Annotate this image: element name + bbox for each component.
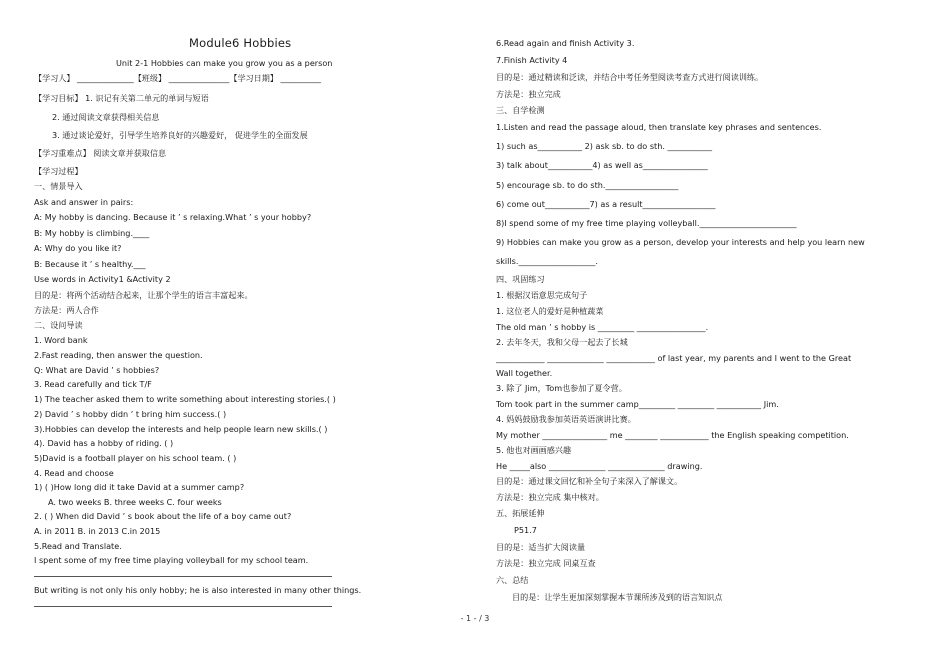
- text-line: A: My hobby is dancing. Because it ’ s relaxing.What ’ s your hobby?: [34, 212, 312, 222]
- text-line: Wall together.: [496, 368, 553, 378]
- text-line: 3).Hobbies can develop the interests and help people learn new skills.( ): [34, 424, 328, 434]
- text-line: 3. 除了 Jim，Tom也参加了夏令营。: [496, 383, 627, 393]
- text-line: 5)David is a football player on his school team. ( ): [34, 453, 237, 463]
- text-line: ____________ ______________ ____________ of last year, my parents and I went to the Great: [496, 353, 852, 363]
- text-line: 1. Word bank: [34, 335, 88, 345]
- text-line: He _____also ______________ ______________ drawing.: [496, 461, 703, 471]
- text-line: 【学习重难点】 阅读文章并获取信息: [34, 148, 167, 158]
- text-line: B: Because it ’ s healthy.___: [34, 259, 146, 269]
- text-line: Unit 2-1 Hobbies can make you grow you as a person: [116, 58, 333, 68]
- text-line: I spent some of my free time playing volleyball for my school team.: [34, 555, 309, 565]
- text-line: Tom took part in the summer camp_________ _________ ___________ Jim.: [496, 399, 779, 409]
- text-line: A: Why do you like it?: [34, 243, 122, 253]
- text-line: 1. 这位老人的爱好是种植蔬菜: [496, 306, 604, 316]
- text-line: 1) such as___________ 2) ask sb. to do sth. ___________: [496, 141, 713, 151]
- text-line: 五、拓展延伸: [496, 508, 545, 518]
- text-line: 四、巩固练习: [496, 274, 545, 284]
- answer-line-2: [34, 606, 332, 607]
- text-line: 目的是：通过课文回忆和补全句子来深入了解课文。: [496, 476, 683, 486]
- text-line: skills.___________________.: [496, 256, 598, 266]
- text-line: 【学习目标】 1. 识记有关第二单元的单词与短语: [34, 93, 209, 103]
- text-line: 4. 妈妈鼓励我参加英语英语演讲比赛。: [496, 414, 636, 424]
- text-line: 5.Read and Translate.: [34, 541, 122, 551]
- text-line: 2. ( ) When did David ’ s book about the life of a boy came out?: [34, 511, 292, 521]
- text-line: 方法是：独立完成 集中核对。: [496, 492, 604, 502]
- text-line: 4). David has a hobby of riding. ( ): [34, 438, 174, 448]
- text-line: Ask and answer in pairs:: [34, 197, 134, 207]
- text-line: 六、总结: [496, 575, 529, 585]
- text-line: But writing is not only his only hobby; he is also interested in many other things.: [34, 585, 362, 595]
- text-line: 目的是：将两个活动结合起来，让那个学生的语言丰富起来。: [34, 290, 253, 300]
- text-line: 一、情景导入: [34, 181, 83, 191]
- text-line: P51.7: [514, 525, 537, 535]
- text-line: Q: What are David ’ s hobbies?: [34, 365, 160, 375]
- text-line: 方法是：独立完成: [496, 89, 561, 99]
- text-line: 方法是：两人合作: [34, 305, 99, 315]
- text-line: 5) encourage sb. to do sth.__________________: [496, 180, 679, 190]
- text-line: 3) talk about___________4) as well as________________: [496, 160, 708, 170]
- page-number: - 1 - / 3: [460, 614, 490, 623]
- text-line: 1.Listen and read the passage aloud, then translate key phrases and sentences.: [496, 122, 822, 132]
- text-line: 方法是：独立完成 同桌互查: [496, 558, 596, 568]
- text-line: A. two weeks B. three weeks C. four weeks: [48, 497, 222, 507]
- text-line: 二、设问导读: [34, 320, 83, 330]
- text-line: The old man ’ s hobby is _________ _________________.: [496, 322, 709, 332]
- text-line: 6.Read again and finish Activity 3.: [496, 38, 635, 48]
- page-title: Module6 Hobbies: [189, 36, 292, 50]
- text-line: 6) come out___________7) as a result__________________: [496, 199, 716, 209]
- text-line: 5. 他也对画画感兴趣: [496, 445, 572, 455]
- text-line: 1) ( )How long did it take David at a summer camp?: [34, 482, 245, 492]
- text-line: 目的是：适当扩大阅读量: [496, 542, 586, 552]
- text-line: 9) Hobbies can make you grow as a person, develop your interests and help you learn new: [496, 237, 865, 247]
- text-line: 目的是：让学生更加深刻掌握本节课所涉及到的语言知识点: [512, 592, 723, 602]
- text-line: 8)I spend some of my free time playing volleyball.________________________: [496, 218, 797, 228]
- text-line: Use words in Activity1 &Activity 2: [34, 274, 171, 284]
- text-line: 2. 去年冬天，我和父母一起去了长城: [496, 337, 628, 347]
- text-line: 2. 通过阅读文章获得相关信息: [52, 112, 160, 122]
- text-line: 7.Finish Activity 4: [496, 55, 568, 65]
- text-line: My mother ________________ me ________ ____________ the English speaking competition.: [496, 430, 849, 440]
- text-line: 1. 根据汉语意思完成句子: [496, 290, 588, 300]
- text-line: A. in 2011 B. in 2013 C.in 2015: [34, 526, 161, 536]
- text-line: 2.Fast reading, then answer the question.: [34, 350, 203, 360]
- text-line: 4. Read and choose: [34, 468, 114, 478]
- text-line: 3. Read carefully and tick T/F: [34, 379, 152, 389]
- text-line: 三、自学检测: [496, 105, 545, 115]
- text-line: 1) The teacher asked them to write something about interesting stories.( ): [34, 394, 336, 404]
- answer-line-1: [34, 576, 332, 577]
- text-line: 【学习人】 ______________【班级】 _______________【学习日期】 __________: [34, 73, 321, 83]
- text-line: 2) David ’ s hobby didn ’ t bring him success.( ): [34, 409, 227, 419]
- text-line: B: My hobby is climbing.____: [34, 228, 150, 238]
- text-line: 目的是：通过精读和泛读，并结合中考任务型阅读考查方式进行阅读训练。: [496, 72, 764, 82]
- text-line: 3. 通过谈论爱好，引导学生培养良好的兴趣爱好， 促进学生的全面发展: [52, 130, 308, 140]
- text-line: 【学习过程】: [34, 166, 83, 176]
